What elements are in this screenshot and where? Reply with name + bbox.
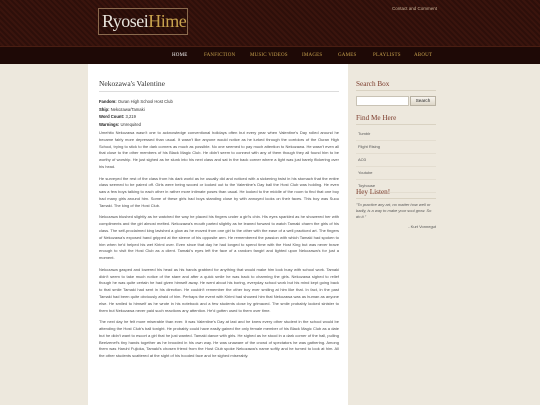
nav-music-videos[interactable]: MUSIC VIDEOS [250, 53, 288, 58]
post-title[interactable]: Nekozawa's Valentine [99, 79, 339, 92]
story-paragraph: He surveyed the rest of the class from his dark world as he usually did and noticed with a sickening twist in his stomach that the entire class seemed to be paired off. Girls were being wooed or looked out to the Valentine's Day ball the Host Club was holding. He even saw a few boys talking to each other in rather more intimate poses than usual. He looked to the middle of the room to find that one boy had many girls around him. Some of these girls had boys standing close by with annoyed looks on their faces. This boy was Suou Tamaki. The king of the Host Club. [99, 175, 339, 208]
find-me-list [356, 128, 436, 193]
main-content [88, 64, 348, 405]
sidebar [356, 64, 448, 405]
logo-text-part1: Ryosei [102, 11, 149, 31]
search-input[interactable] [356, 96, 409, 106]
nav-home[interactable]: HOME [172, 47, 188, 65]
story-paragraph: Nekozawa blushed slightly as he watched the way he placed his fingers under a girl's chin. His eyes sparkled as he showered her with compliments and the girl almost melted. Nekozawa's mouth parted slightly as he leaned forward to watch Tamaki charm the girls of his class. The self-proclaimed king lavished a glow as he moved from one girl to the other with the ease of a well practiced art. The fingers of Nekozawa's exposed hand gripped at the sleeve of his opposite arm. He remembered the passion with which Tamaki had spoken to him when he'd helped his wet Kirimi over. Even since that day he had longed to spend time with the Host King but was never brave enough to visit the Host Club as a client. Tamaki's eyes left the face of a random fangirl and lighted upon Nekozawa's for just a moment. [99, 214, 339, 261]
nav-about[interactable]: ABOUT [414, 53, 433, 58]
nav-fanfiction[interactable]: FANFICTION [204, 53, 236, 58]
find-link-ao3[interactable]: AO3 [356, 154, 436, 167]
meta-warnings-value: Unrequited [120, 121, 141, 127]
site-logo[interactable] [98, 8, 188, 35]
post-meta [99, 98, 339, 128]
meta-fandom-value: Ouran High School Host Club [117, 99, 173, 104]
quote-author: - Kurt Vonnegut [408, 223, 436, 229]
nav-playlists[interactable]: PLAYLISTS [373, 53, 401, 58]
meta-word-count [99, 113, 339, 121]
meta-warnings [99, 121, 339, 129]
story-paragraph: The next day he felt more miserable than ever. It was Valentine's Day at last and he knew every other student in the school would be attending the Host Club's ball tonight. He probably could have easily gained the only female member of his Black Magic Club as a date but he didn't want to escort a girl that he just wanted. Tamaki dance with girls. He sighed as he stood in a dark corner of the hall, pulling Beelzenef's tiny hands together as he brooded in his own way. He was unaware of the crowd of spectators he was gathering. Among them was Haruhi Fujioka, Tamaki's chosen friend from the Host Club spoke Nekozawa's name softly and he turned to look at him. All the other students scattered at the sight of his hooded face and he sighed miserably. [99, 319, 339, 359]
meta-fandom-label: Fandom: [99, 99, 117, 104]
search-box-heading: Search Box [356, 80, 436, 91]
story-paragraph: Umehito Nekozawa wasn't one to acknowledge conventional holidays often but every year when Valentine's Day rolled around he became fairly more depressed than usual. It wasn't like anyone would notice as he lurked through the corridors of the Ouran High School, trying to stick to the dark corners as much as possible. No one seemed to pay much attention to Nekozawa. He wasn't even all that close to the other members of his Black Magic Club. He didn't seem to connect with any of them though they all found him to be worthy of worship. He just sighed as he slunk into his next class and sat in the back corner where a light was just barely flickering over his head. [99, 130, 339, 169]
quote-text: "To practice any art, no matter how well or badly, is a way to make your soul grow. So do it." [356, 202, 432, 220]
hey-listen-heading: Hey Listen! [356, 188, 436, 199]
meta-word-count-value: 3,219 [125, 114, 136, 119]
meta-word-count-label: Word Count: [99, 114, 125, 119]
story-paragraph: Nekozawa gasped and lowered his head as his hands grabbed for anything that would make him look busy with school work. Tamaki didn't seem to take much notice of the stare and after a quick smile he was back to charming the girls. Nekozawa sighed to relief though he was quite certain he had given himself away. He went about his boring, everyday school work but his mind kept going back to that smile Tamaki had sent in his direction. He couldn't remember the other boy ever smiling at him like that. In fact, in the past Tamaki had been quite obviously afraid of him. Perhaps the event with Kirimi had showed him that Nekozawa was as human as anyone else. He smiled to himself as he wrote in his notebook and a few students close by grimaced. The smile probably looked sinister to them but Nekozawa never paid such reactions any attention. He'd gotten used to them over time. [99, 266, 339, 313]
post-body [99, 130, 339, 365]
main-nav [0, 46, 540, 64]
nav-games[interactable]: GAMES [338, 53, 357, 58]
meta-warnings-label: Warnings: [99, 121, 120, 127]
quote-box [356, 202, 436, 230]
find-link-youtube[interactable]: Youtube [356, 167, 436, 180]
find-link-flight-rising[interactable]: Flight Rising [356, 141, 436, 154]
meta-fandom [99, 98, 339, 106]
find-link-tumblr[interactable]: Tumblr [356, 128, 436, 141]
contact-link[interactable]: Contact and Comment [392, 6, 438, 11]
meta-ship-label: Ship: [99, 106, 110, 112]
meta-ship-value: Nekozawa/Tamaki [110, 106, 145, 112]
find-me-heading: Find Me Here [356, 114, 436, 125]
meta-ship [99, 106, 339, 114]
search-form [356, 96, 436, 106]
find-link-toyhouse[interactable]: Toyhouse [356, 180, 436, 193]
search-button[interactable]: Search [410, 96, 436, 106]
nav-images[interactable]: IMAGES [302, 53, 323, 58]
logo-text-part2: Hime [148, 11, 187, 31]
